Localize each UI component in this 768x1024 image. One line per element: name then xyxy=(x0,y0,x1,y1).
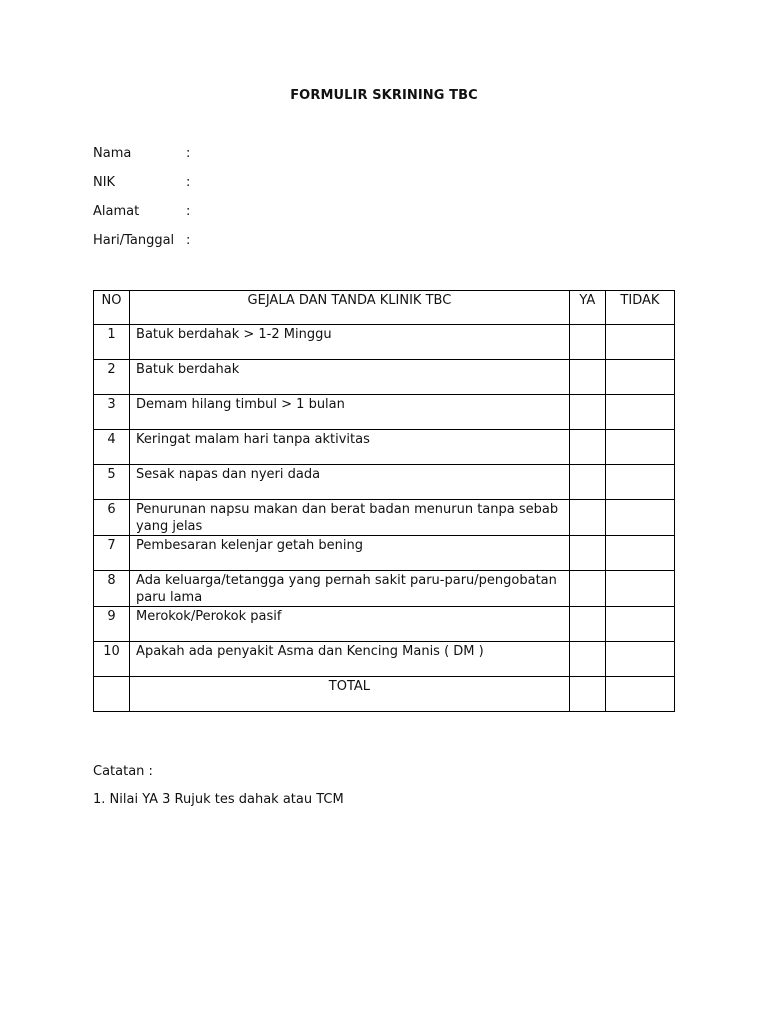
header-tidak: TIDAK xyxy=(605,291,674,325)
cell-ya[interactable] xyxy=(569,500,605,536)
row-no: 6 xyxy=(94,500,130,536)
cell-tidak[interactable] xyxy=(605,500,674,536)
total-tidak[interactable] xyxy=(605,677,674,712)
row-no: 9 xyxy=(94,607,130,642)
row-no: 3 xyxy=(94,395,130,430)
field-colon: : xyxy=(186,233,191,248)
notes-heading: Catatan : xyxy=(93,764,153,779)
cell-ya[interactable] xyxy=(569,325,605,360)
form-title: FORMULIR SKRINING TBC xyxy=(290,88,478,103)
cell-tidak[interactable] xyxy=(605,430,674,465)
row-no: 4 xyxy=(94,430,130,465)
total-ya[interactable] xyxy=(569,677,605,712)
table-row xyxy=(94,571,675,607)
row-gejala: Keringat malam hari tanpa aktivitas xyxy=(130,430,570,465)
field-label: Alamat xyxy=(93,204,140,219)
row-gejala: Ada keluarga/tetangga yang pernah sakit paru-paru/pengobatan paru lama xyxy=(130,571,570,607)
total-label: TOTAL xyxy=(130,677,570,712)
field-nama xyxy=(93,146,198,175)
row-gejala: Demam hilang timbul > 1 bulan xyxy=(130,395,570,430)
cell-ya[interactable] xyxy=(569,571,605,607)
cell-ya[interactable] xyxy=(569,430,605,465)
table-header-row xyxy=(94,291,675,325)
cell-tidak[interactable] xyxy=(605,607,674,642)
screening-table xyxy=(93,290,675,712)
cell-tidak[interactable] xyxy=(605,325,674,360)
row-gejala: Batuk berdahak xyxy=(130,360,570,395)
cell-tidak[interactable] xyxy=(605,642,674,677)
row-no: 2 xyxy=(94,360,130,395)
field-colon: : xyxy=(186,204,191,219)
cell-ya[interactable] xyxy=(569,465,605,500)
cell-tidak[interactable] xyxy=(605,395,674,430)
field-label: Nama xyxy=(93,146,132,161)
row-no: 5 xyxy=(94,465,130,500)
table-total-row xyxy=(94,677,675,712)
cell-tidak[interactable] xyxy=(605,465,674,500)
identity-fields xyxy=(93,146,198,262)
field-label: NIK xyxy=(93,175,116,190)
notes-item: 1. Nilai YA 3 Rujuk tes dahak atau TCM xyxy=(93,792,344,807)
field-colon: : xyxy=(186,175,191,190)
header-no: NO xyxy=(94,291,130,325)
row-gejala: Pembesaran kelenjar getah bening xyxy=(130,536,570,571)
field-colon: : xyxy=(186,146,191,161)
table-row xyxy=(94,607,675,642)
table-row xyxy=(94,395,675,430)
row-no: 1 xyxy=(94,325,130,360)
field-alamat xyxy=(93,204,198,233)
cell-ya[interactable] xyxy=(569,607,605,642)
row-gejala: Sesak napas dan nyeri dada xyxy=(130,465,570,500)
row-no: 7 xyxy=(94,536,130,571)
total-no-cell xyxy=(94,677,130,712)
cell-ya[interactable] xyxy=(569,360,605,395)
table-row xyxy=(94,325,675,360)
field-label: Hari/Tanggal xyxy=(93,233,175,248)
header-ya: YA xyxy=(569,291,605,325)
row-gejala: Penurunan napsu makan dan berat badan menurun tanpa sebab yang jelas xyxy=(130,500,570,536)
cell-tidak[interactable] xyxy=(605,571,674,607)
table-row xyxy=(94,430,675,465)
cell-tidak[interactable] xyxy=(605,360,674,395)
table-row xyxy=(94,642,675,677)
field-nik xyxy=(93,175,198,204)
notes-section xyxy=(93,764,344,820)
row-no: 8 xyxy=(94,571,130,607)
field-hari-tanggal xyxy=(93,233,198,262)
table-row xyxy=(94,500,675,536)
cell-ya[interactable] xyxy=(569,395,605,430)
table-row xyxy=(94,465,675,500)
row-gejala: Merokok/Perokok pasif xyxy=(130,607,570,642)
table-row xyxy=(94,360,675,395)
cell-ya[interactable] xyxy=(569,536,605,571)
table-row xyxy=(94,536,675,571)
cell-tidak[interactable] xyxy=(605,536,674,571)
row-gejala: Batuk berdahak > 1-2 Minggu xyxy=(130,325,570,360)
header-gejala: GEJALA DAN TANDA KLINIK TBC xyxy=(130,291,570,325)
cell-ya[interactable] xyxy=(569,642,605,677)
row-gejala: Apakah ada penyakit Asma dan Kencing Manis ( DM ) xyxy=(130,642,570,677)
row-no: 10 xyxy=(94,642,130,677)
